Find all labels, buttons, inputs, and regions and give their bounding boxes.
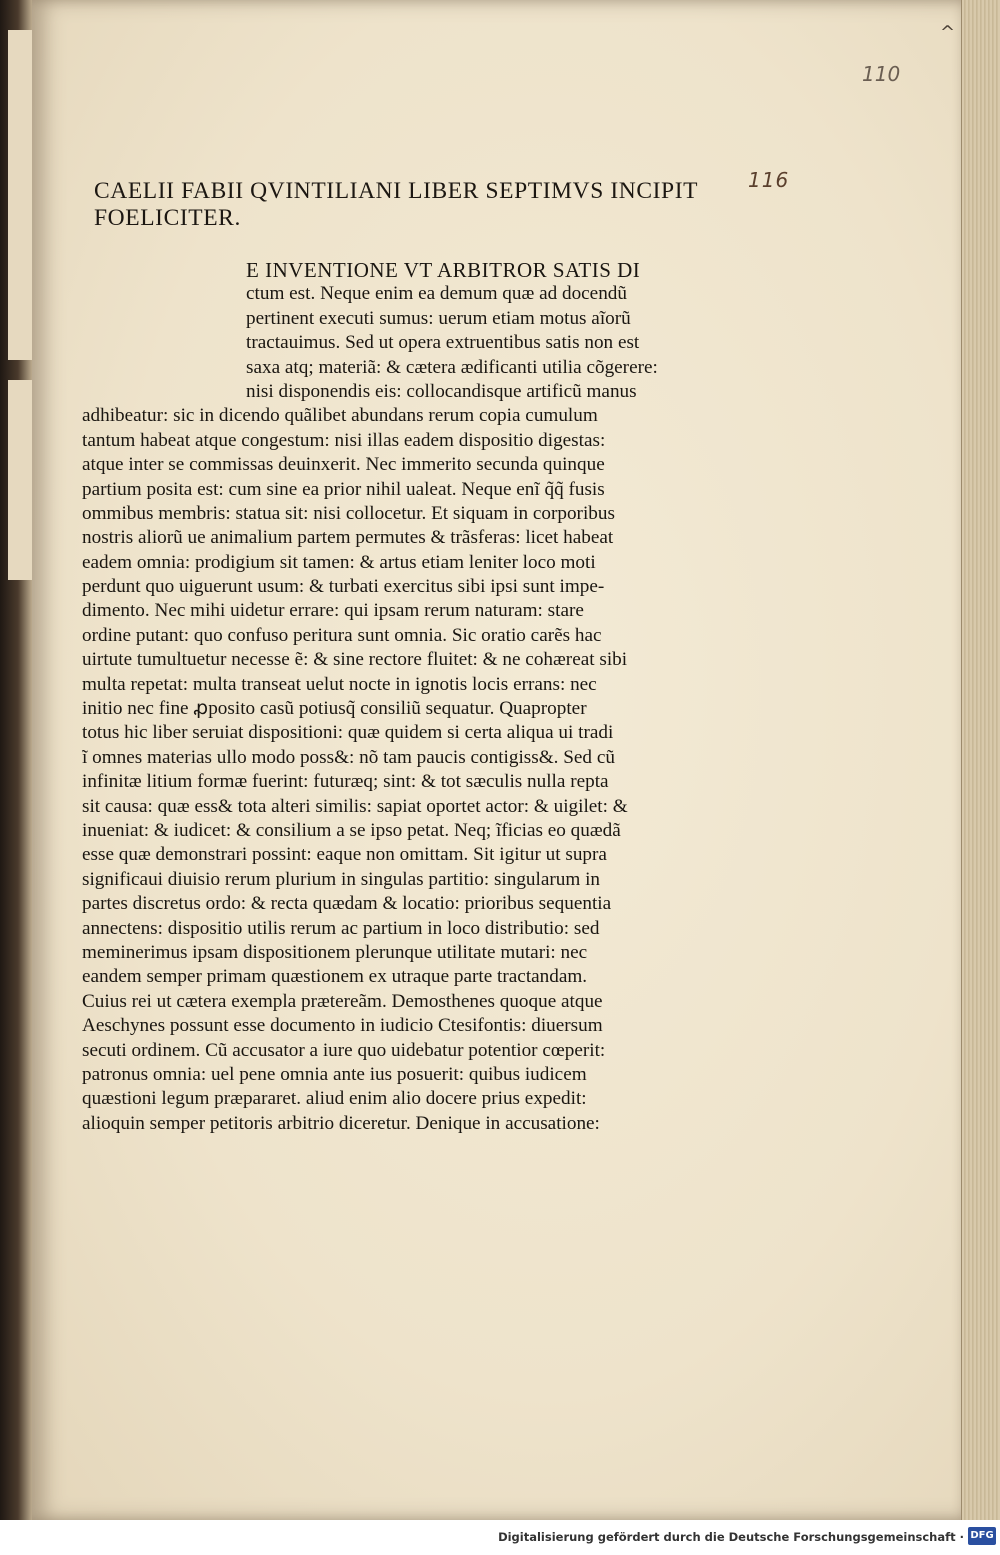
chapter-heading — [94, 178, 714, 232]
folio-corner-mark: ^ — [940, 22, 956, 43]
text-line: nisi disponendis eis: collocandisque artificũ manus — [246, 380, 637, 402]
text-line: sit causa: quæ ess& tota alteri similis: sapiat oportet actor: & uigilet: & — [82, 795, 628, 817]
text-line: meminerimus ipsam dispositionem plerunque utilitate mutari: nec — [82, 941, 588, 963]
text-line: saxa atq; materiã: & cætera ædificanti utilia cõgerere: — [246, 356, 658, 378]
text-line: totus hic liber seruiat dispositioni: quæ quidem si certa aliqua ui tradi — [82, 722, 614, 744]
text-line: nostris aliorũ ue animalium partem permutes & trãsferas: licet habeat — [82, 527, 614, 549]
text-line: tractauimus. Sed ut opera extruentibus satis non est — [246, 332, 640, 354]
text-line: esse quæ demonstrari possint: eaque non omittam. Sit igitur ut supra — [82, 844, 607, 866]
text-line: eandem semper primam quæstionem ex utraque parte tractandam. — [82, 966, 588, 988]
funding-credit: Digitalisierung gefördert durch die Deutsche Forschungsgemeinschaft · — [498, 1530, 964, 1544]
folio-pencil-number: 110 — [862, 62, 901, 86]
dfg-logo: DFG — [968, 1527, 996, 1545]
text-line: initio nec fine ꝓposito casũ potiusq̃ consiliũ sequatur. Quapropter — [82, 698, 587, 720]
text-line: multa repetat: multa transeat uelut nocte in ignotis locis errans: nec — [82, 673, 597, 695]
text-line: ordine putant: quo confuso peritura sunt omnia. Sic oratio carẽs hac — [82, 624, 602, 646]
text-line: secuti ordinem. Cũ accusator a iure quo uidebatur potentior cœperit: — [82, 1039, 606, 1061]
text-line: perdunt quo uiguerunt usum: & turbati exercitus sibi ipsi sunt impe- — [82, 576, 605, 598]
text-line: ĩ omnes materias ullo modo poss&: nõ tam paucis contigiss&. Sed cũ — [82, 746, 615, 768]
text-line: partium posita est: cum sine ea prior nihil ualeat. Neque enĩ q̃q̃ fusis — [82, 478, 605, 500]
text-line: Cuius rei ut cætera exempla prætereãm. Demosthenes quoque atque — [82, 990, 603, 1012]
text-line: significaui diuisio rerum plurium in singulas partitio: singularum in — [82, 868, 601, 890]
text-line: inueniat: & iudicet: & consilium a se ipso petat. Neq; ĩficias eo quædã — [82, 819, 621, 841]
text-line: ommibus membris: statua sit: nisi collocetur. Et siquam in corporibus — [82, 502, 615, 524]
text-line: ctum est. Neque enim ea demum quæ ad docendũ — [246, 283, 627, 305]
text-line: infinitæ litium formæ fuerint: futuræq; sint: & tot sæculis nulla repta — [82, 771, 609, 793]
heading-line: FOELICITER. — [94, 205, 241, 231]
footer-bar — [0, 1520, 1000, 1555]
text-line: partes discretus ordo: & recta quædam & locatio: prioribus sequentia — [82, 893, 612, 915]
page-stack-edges — [961, 0, 1000, 1520]
text-line: annectens: dispositio utilis rerum ac partium in loco distributio: sed — [82, 917, 600, 939]
text-line: eadem omnia: prodigium sit tamen: & artus etiam leniter loco moti — [82, 551, 596, 573]
text-line: quæstioni legum præpararet. aliud enim alio docere prius expedit: — [82, 1088, 587, 1110]
folio-ink-number: 116 — [748, 168, 790, 192]
text-line: adhibeatur: sic in dicendo quãlibet abundans rerum copia cumulum — [82, 405, 598, 427]
text-line: alioquin semper petitoris arbitrio diceretur. Denique in accusatione: — [82, 1112, 600, 1134]
main-text-block — [82, 258, 710, 1136]
text-line: E INVENTIONE VT ARBITROR SATIS DI — [246, 258, 641, 282]
heading-line: CAELII FABII QVINTILIANI LIBER SEPTIMVS INCIPIT — [94, 178, 699, 204]
text-line: pertinent executi sumus: uerum etiam motus aĩorũ — [246, 307, 631, 329]
text-line: patronus omnia: uel pene omnia ante ius posuerit: quibus iudicem — [82, 1063, 587, 1085]
text-line: Aeschynes possunt esse documento in iudicio Ctesifontis: diuersum — [82, 1015, 603, 1037]
text-line: atque inter se commissas deuinxerit. Nec immerito secunda quinque — [82, 454, 605, 476]
text-line: dimento. Nec mihi uidetur errare: qui ipsam rerum naturam: stare — [82, 600, 584, 622]
text-line: uirtute tumultuetur necesse ẽ: & sine rectore fluitet: & ne cohæreat sibi — [82, 649, 628, 671]
text-line: tantum habeat atque congestum: nisi illas eadem dispositio digestas: — [82, 429, 606, 451]
